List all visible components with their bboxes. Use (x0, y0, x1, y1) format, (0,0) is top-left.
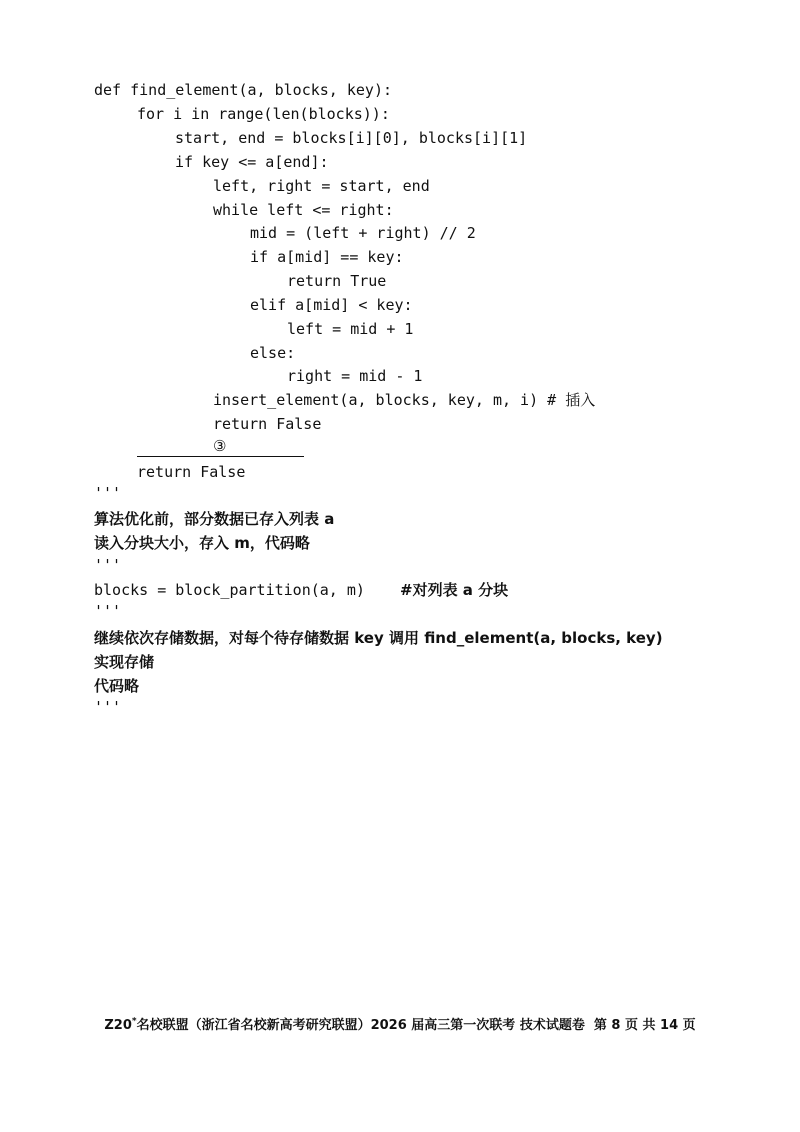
code-line-if-key: if key <= a[end]: (175, 153, 329, 171)
code-line-right-update: right = mid - 1 (287, 367, 423, 385)
comment-line-4: 实现存储 (94, 653, 155, 671)
code-line-insert: insert_element(a, blocks, key, m, i) # 插入 (213, 391, 596, 409)
code-line-left-update: left = mid + 1 (287, 320, 414, 338)
page-footer (0, 1014, 800, 1033)
code-line-elif: elif a[mid] < key: (250, 296, 413, 314)
code-line-start-end: start, end = blocks[i][0], blocks[i][1] (175, 129, 528, 147)
code-line-while: while left <= right: (213, 201, 394, 219)
blank-number-3: ③ (213, 437, 227, 455)
docstring-open-2: ''' (94, 602, 122, 620)
docstring-open: ''' (94, 484, 122, 502)
code-comment-partition: #对列表 a 分块 (400, 581, 509, 599)
docstring-close-2: ''' (94, 698, 122, 716)
code-line-blocks: blocks = block_partition(a, m) (94, 581, 365, 599)
code-line-return-false-outer: return False (137, 463, 246, 481)
code-line-left-right: left, right = start, end (213, 177, 430, 195)
code-line-def: def find_element(a, blocks, key): (94, 81, 393, 99)
footer-prefix: Z20 (104, 1018, 132, 1033)
docstring-close: ''' (94, 556, 122, 574)
comment-line-3: 继续依次存储数据，对每个待存储数据 key 调用 find_element(a, blocks, key) (94, 629, 663, 647)
comment-line-2: 读入分块大小，存入 m，代码略 (94, 534, 310, 552)
code-line-return-false-inner: return False (213, 415, 322, 433)
code-line-if-equal: if a[mid] == key: (250, 248, 404, 266)
comment-line-5: 代码略 (94, 677, 140, 695)
comment-line-1: 算法优化前，部分数据已存入列表 a (94, 510, 335, 528)
code-line-mid: mid = (left + right) // 2 (250, 224, 476, 242)
footer-star: * (131, 1016, 137, 1027)
footer-text: 名校联盟（浙江省名校新高考研究联盟）2026 届高三第一次联考 技术试题卷 第 8 页 共 14 页 (136, 1018, 696, 1033)
code-line-for: for i in range(len(blocks)): (137, 105, 390, 123)
code-line-else: else: (250, 344, 296, 362)
code-line-return-true: return True (287, 272, 387, 290)
